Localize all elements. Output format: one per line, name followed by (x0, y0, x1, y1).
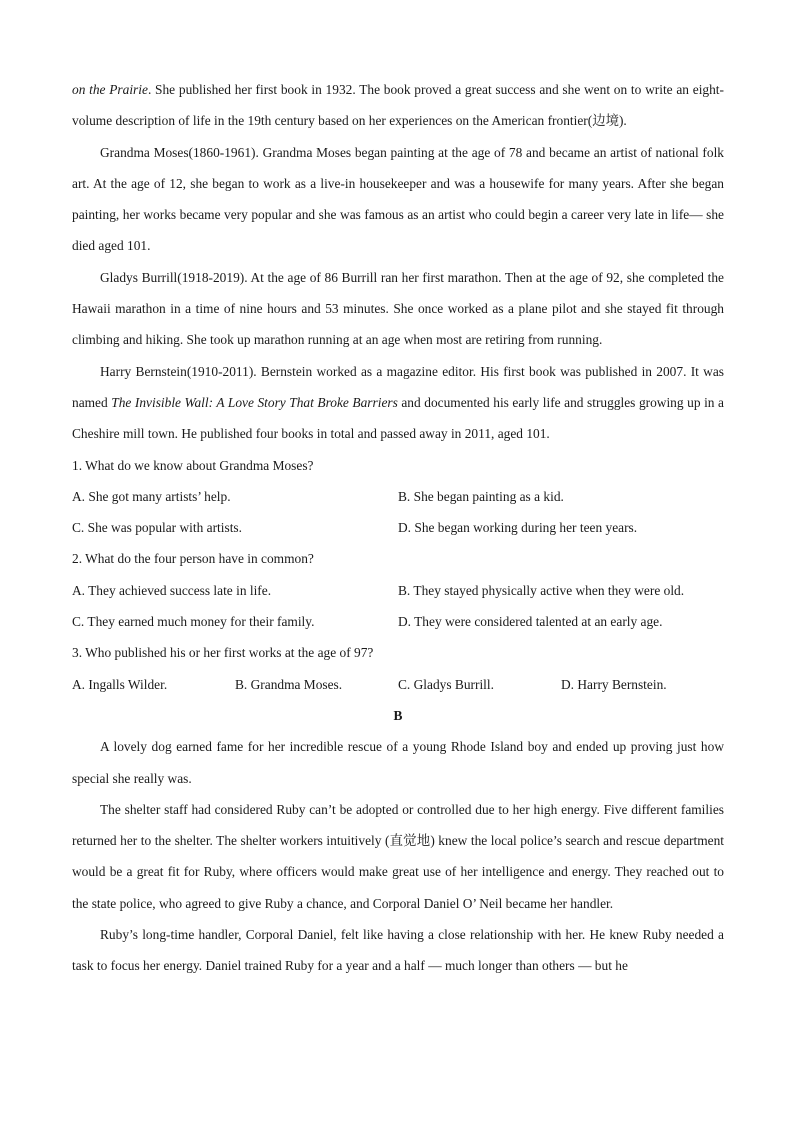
question-1-option-b: B. She began painting as a kid. (398, 488, 564, 504)
question-3-option-a: A. Ingalls Wilder. (72, 676, 168, 692)
question-3-options-row (72, 669, 724, 700)
question-1-stem: 1. What do we know about Grandma Moses? (72, 457, 314, 473)
passage-a-para-gladys-burrill: Gladys Burrill(1918-2019). At the age of 86 Burrill ran her first marathon. Then at the age of 92, she completed the Hawaii marathon in a time of nine hours and 53 minutes. She once worked as a plane pilot and she stayed fit through climbing and hiking. She took up marathon running at an age when most are retiring from running. (72, 269, 724, 348)
passage-a-para-harry-bernstein: Harry Bernstein(1910-2011). Bernstein worked as a magazine editor. His first book was published in 2007. It was named The Invisible Wall: A Love Story That Broke Barriers and documented his early life and struggles growing up in a Cheshire mill town. He published four books in total and passed away in 2011, aged 101. (72, 363, 724, 442)
question-2-stem: 2. What do the four person have in common? (72, 551, 314, 567)
question-3-option-d: D. Harry Bernstein. (561, 676, 667, 692)
passage-b-para-3: Ruby’s long-time handler, Corporal Daniel, felt like having a close relationship with her. He knew Ruby needed a task to focus her energy. Daniel trained Ruby for a year and a half — much longer than others — but he (72, 927, 724, 974)
question-2-option-d: D. They were considered talented at an early age. (398, 614, 663, 630)
question-2-options-row-2 (72, 606, 724, 637)
passage-b-para-1: A lovely dog earned fame for her incredible rescue of a young Rhode Island boy and ended up proving just how special she really was. (72, 739, 724, 786)
document-page (72, 74, 724, 982)
passage-b-heading: B (393, 707, 403, 723)
book-title-italic: The Invisible Wall: A Love Story That Broke Barriers (111, 394, 398, 410)
question-3-stem: 3. Who published his or her first works at the age of 97? (72, 645, 374, 661)
question-2-option-b: B. They stayed physically active when they were old. (398, 582, 685, 598)
book-title-italic: on the Prairie (72, 82, 148, 97)
question-2-option-c: C. They earned much money for their family. (72, 614, 315, 630)
question-3-option-b: B. Grandma Moses. (235, 676, 343, 692)
question-1-option-c: C. She was popular with artists. (72, 520, 242, 536)
question-2-option-a: A. They achieved success late in life. (72, 582, 272, 598)
question-2-options-row-1 (72, 575, 724, 606)
passage-a-para-0: on the Prairie. She published her first book in 1932. The book proved a great success and she went on to write an eight- volume description of life in the 19th century based on her experiences on the American frontier(边境). (72, 82, 724, 129)
question-1-option-d: D. She began working during her teen years. (398, 520, 638, 536)
passage-a-para-grandma-moses: Grandma Moses(1860-1961). Grandma Moses began painting at the age of 78 and became an artist of national folk art. At the age of 12, she began to work as a live-in housekeeper and was a housewife for many years. After she began painting, her works became very popular and she was famous as an artist who could begin a career very late in life— she died aged 101. (72, 144, 724, 254)
question-1-option-a: A. She got many artists’ help. (72, 488, 231, 504)
question-3-option-c: C. Gladys Burrill. (398, 676, 494, 692)
question-1-options-row-1 (72, 481, 724, 512)
question-1-options-row-2 (72, 512, 724, 543)
passage-b-para-2: The shelter staff had considered Ruby can’t be adopted or controlled due to her high energy. Five different families returned her to the shelter. The shelter workers intuitively (直觉地) knew the local police’s search and rescue department would be a great fit for Ruby, where officers would make great use of her intelligence and energy. They reached out to the state police, who agreed to give Ruby a chance, and Corporal Daniel O’ Neil became her handler. (72, 801, 724, 911)
